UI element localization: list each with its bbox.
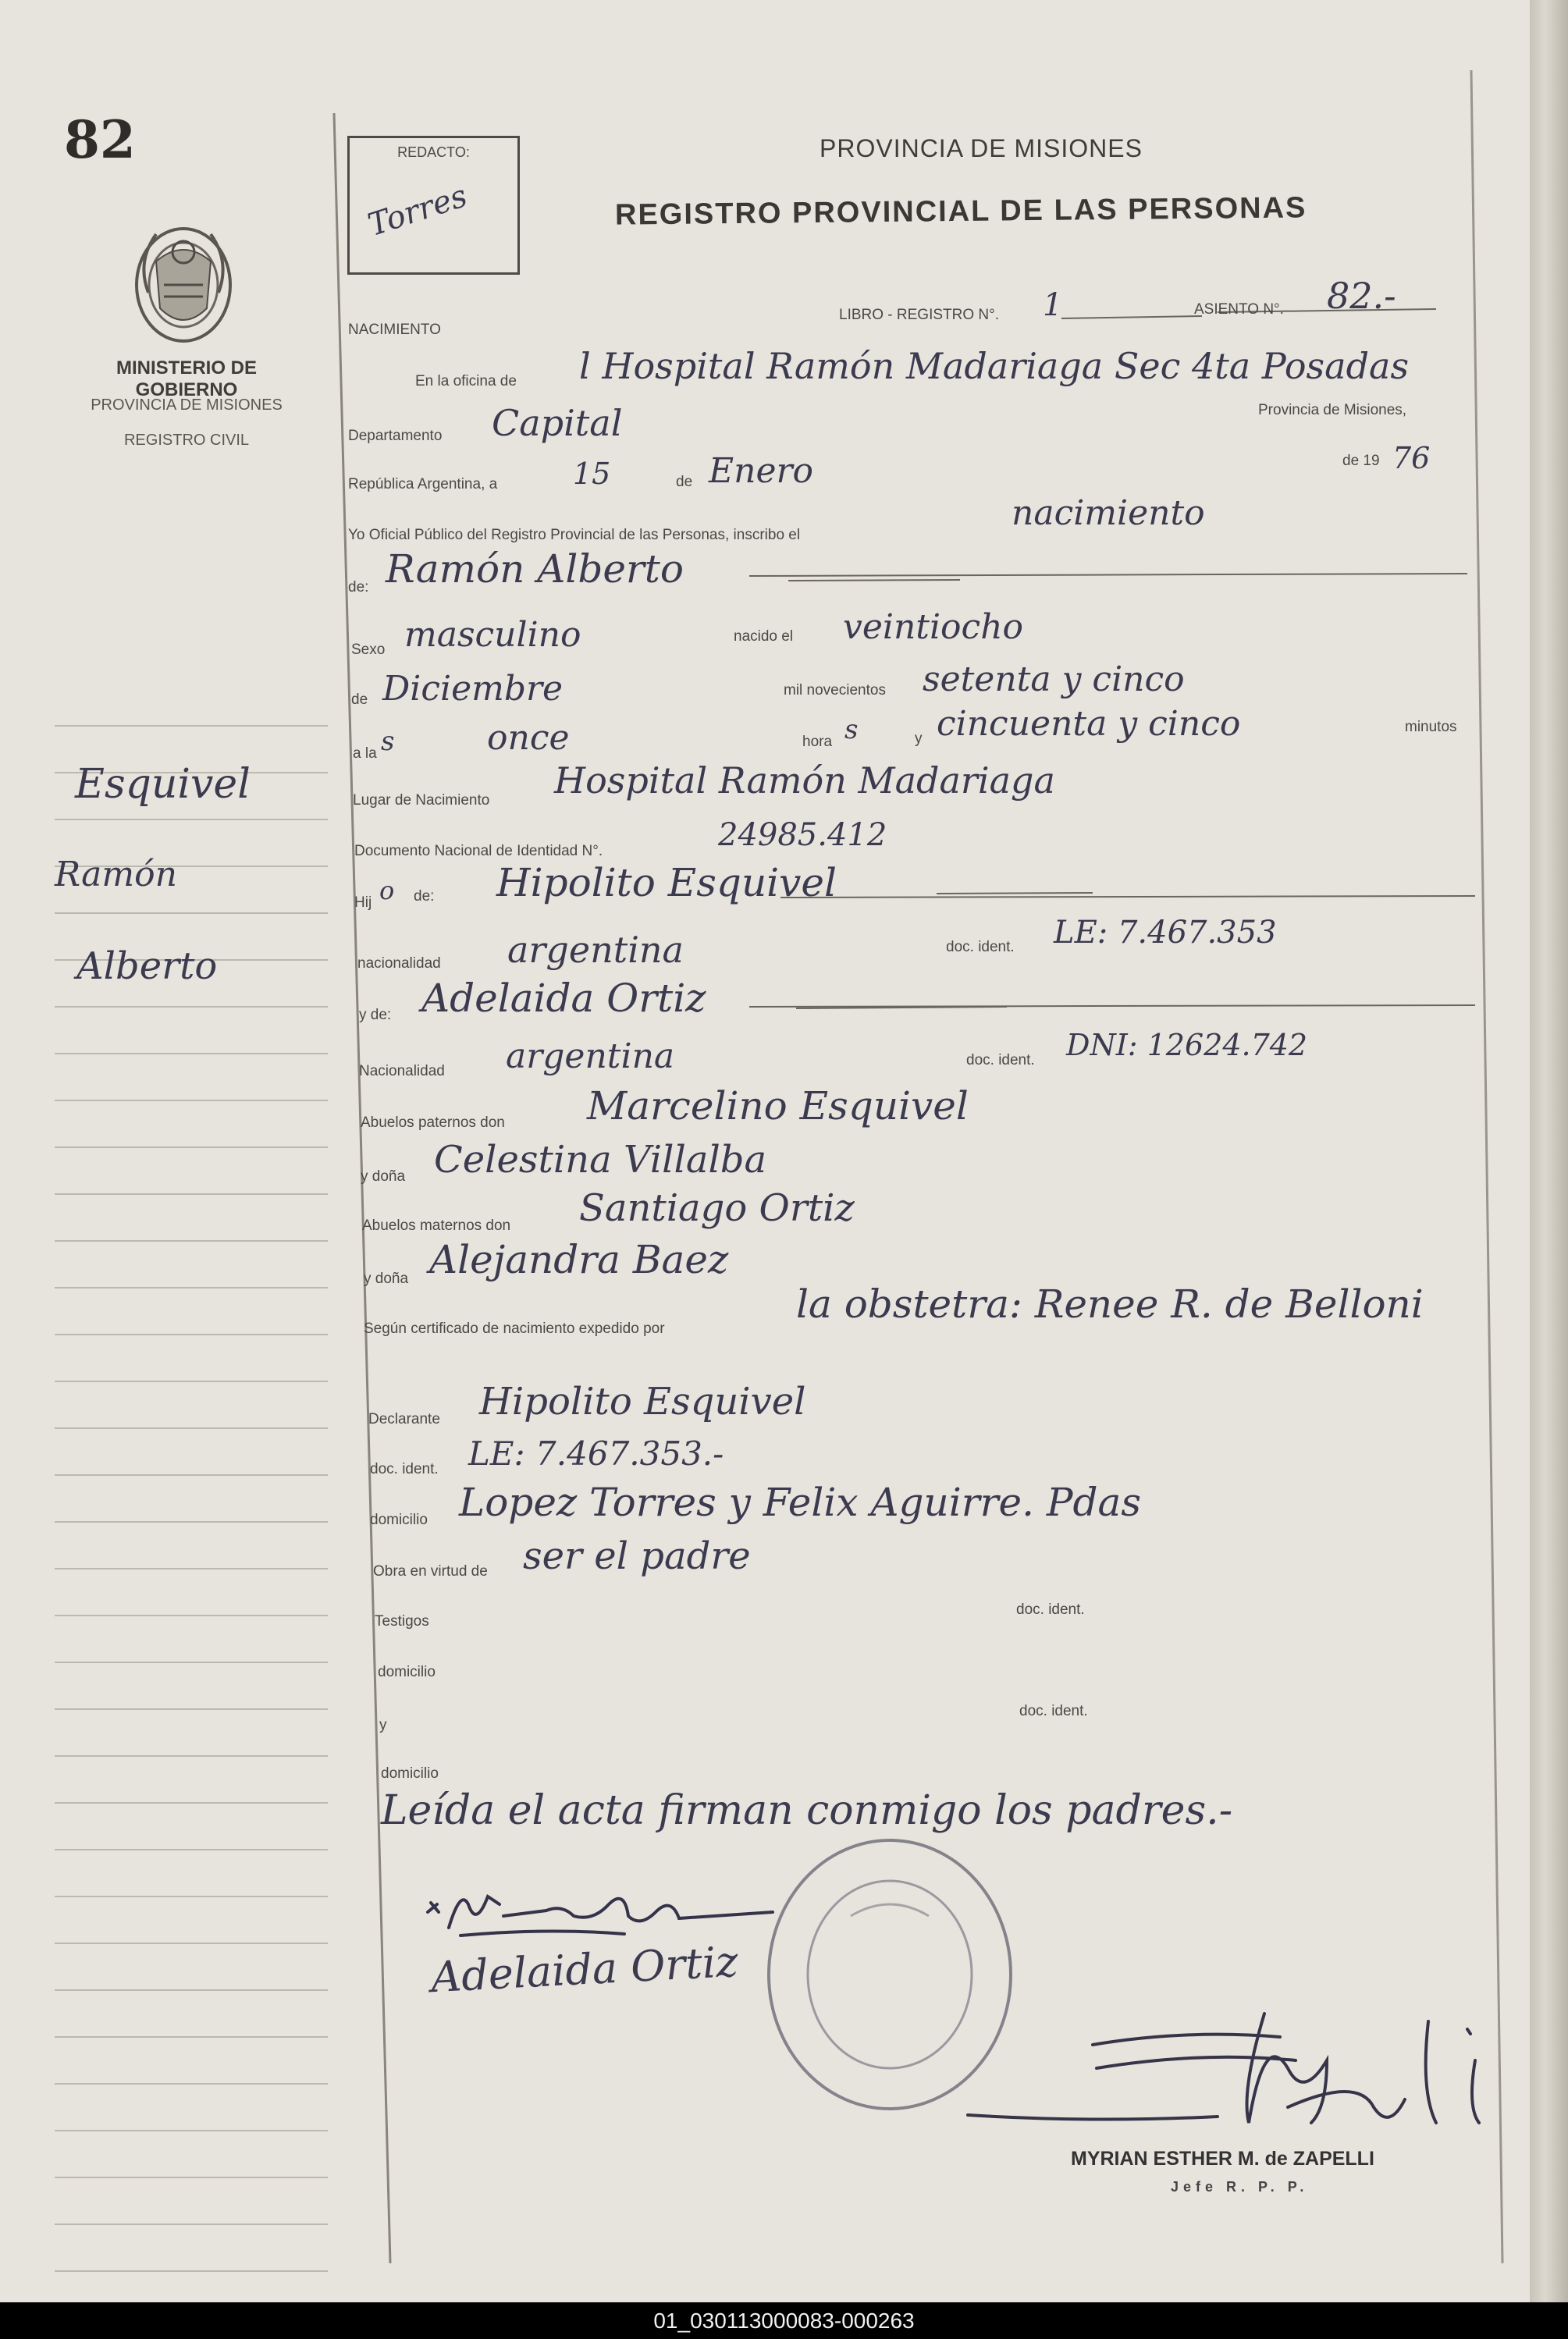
hijo-de-label: de: <box>414 888 435 905</box>
nacionalidad2-value: argentina <box>506 1036 675 1076</box>
domicilio3-label: domicilio <box>381 1765 439 1782</box>
redacto-value: Torres <box>364 178 472 243</box>
asiento-value: 82.- <box>1327 275 1396 317</box>
republica-label: República Argentina, a <box>348 476 498 492</box>
padre-value: Hipolito Esquivel <box>496 860 837 905</box>
y3-label: y <box>379 1717 387 1733</box>
obra-label: Obra en virtud de <box>373 1563 488 1580</box>
certificado-label: Según certificado de nacimiento expedido por <box>364 1321 665 1337</box>
departamento-value: Capital <box>492 402 623 444</box>
abuela-mat-value: Alejandra Baez <box>429 1237 729 1282</box>
provincia-label: Provincia de Misiones, <box>1258 402 1407 418</box>
abuela-pat-value: Celestina Villalba <box>434 1138 767 1182</box>
a-la-value: s <box>381 726 395 757</box>
redacto-label: REDACTO: <box>397 144 470 160</box>
minutos-value: cincuenta y cinco <box>937 704 1241 744</box>
oficial-text: Yo Oficial Público del Registro Provincial de las Personas, inscribo el <box>348 527 801 543</box>
y-de-label: y de: <box>359 1007 392 1023</box>
docident1-label: doc. ident. <box>946 939 1015 955</box>
hijo-suffix: o <box>379 876 395 905</box>
ministry-registry: REGISTRO CIVIL <box>123 432 250 449</box>
ministry-province: PROVINCIA DE MISIONES <box>91 396 283 414</box>
asiento-label: ASIENTO N°. <box>1194 301 1284 318</box>
oficina-label: En la oficina de <box>415 373 517 389</box>
de-label: de <box>676 474 693 490</box>
y-dona1-label: y doña <box>361 1168 406 1185</box>
docident2-value: DNI: 12624.742 <box>1066 1028 1308 1062</box>
margin-note-surname: Esquivel <box>75 761 251 808</box>
closing-statement: Leída el acta firman conmigo los padres.- <box>381 1787 1233 1834</box>
nombre-value: Ramón Alberto <box>386 546 684 592</box>
domicilio2-label: domicilio <box>378 1664 436 1680</box>
mes-nac-value: Diciembre <box>382 669 564 709</box>
docident2-label: doc. ident. <box>966 1052 1035 1068</box>
page-number: 82 <box>64 109 136 170</box>
province-title: PROVINCIA DE MISIONES <box>820 134 1143 162</box>
registry-title: REGISTRO PROVINCIAL DE LAS PERSONAS <box>614 191 1307 232</box>
nacido-label: nacido el <box>734 628 794 645</box>
declarante-label: Declarante <box>368 1411 440 1427</box>
lugar-value: Hospital Ramón Madariaga <box>554 759 1055 802</box>
lugar-label: Lugar de Nacimiento <box>353 792 490 809</box>
libro-value: 1 <box>1043 287 1063 323</box>
docident5-label: doc. ident. <box>1019 1703 1088 1719</box>
libro-label: LIBRO - REGISTRO N°. <box>839 307 1000 323</box>
oficina-value: l Hospital Ramón Madariaga Sec 4ta Posadas <box>579 345 1410 387</box>
nacionalidad2-label: Nacionalidad <box>359 1063 445 1079</box>
nacido-value: veintiocho <box>843 607 1024 647</box>
nacionalidad1-value: argentina <box>507 929 684 971</box>
ministry-name: MINISTERIO DE GOBIERNO <box>116 357 257 400</box>
docident4-label: doc. ident. <box>1016 1601 1085 1618</box>
abuelo-mat-value: Santiago Ortiz <box>579 1186 855 1230</box>
sexo-value: masculino <box>404 615 581 655</box>
section-label: NACIMIENTO <box>348 322 441 338</box>
mother-signature: Adelaida Ortiz <box>429 1936 740 2003</box>
anio-value: 76 <box>1392 441 1431 475</box>
madre-value: Adelaida Ortiz <box>421 976 706 1021</box>
oficial-value: nacimiento <box>1012 493 1205 533</box>
declarante-value: Hipolito Esquivel <box>479 1380 806 1424</box>
mil-label: mil novecientos <box>784 682 886 699</box>
a-la-label: a la <box>353 745 377 762</box>
abuelo-pat-value: Marcelino Esquivel <box>587 1083 969 1129</box>
docident1-value: LE: 7.467.353 <box>1054 915 1277 951</box>
hijo-label: Hij <box>354 894 372 911</box>
nacionalidad1-label: nacionalidad <box>357 955 441 972</box>
y-label: y <box>915 730 923 747</box>
obra-value: ser el padre <box>523 1534 751 1578</box>
anio-nac-value: setenta y cinco <box>923 659 1185 699</box>
officer-stamp-name: MYRIAN ESTHER M. de ZAPELLI <box>1071 2148 1374 2170</box>
mes-value: Enero <box>709 451 814 491</box>
abuelos-pat-label: Abuelos paternos don <box>361 1114 505 1131</box>
sexo-label: Sexo <box>351 642 386 658</box>
testigos-label: Testigos <box>375 1613 429 1630</box>
dia-value: 15 <box>573 457 611 491</box>
hora-suffix: s <box>844 714 859 745</box>
y-dona2-label: y doña <box>364 1271 409 1287</box>
docident3-label: doc. ident. <box>370 1461 439 1477</box>
certificado-value: la obstetra: Renee R. de Belloni <box>796 1281 1424 1327</box>
hora-label: hora <box>802 734 833 750</box>
margin-note-first-name: Ramón <box>55 855 177 894</box>
nombre-label: de: <box>348 579 369 595</box>
abuelos-mat-label: Abuelos maternos don <box>362 1217 511 1234</box>
file-id-footer: 01_030113000083-000263 <box>0 2302 1568 2339</box>
departamento-label: Departamento <box>348 428 443 444</box>
minutos-label: minutos <box>1405 719 1457 735</box>
margin-note-middle-name: Alberto <box>76 944 218 988</box>
dni-label: Documento Nacional de Identidad N°. <box>354 843 603 859</box>
docident3-value: LE: 7.467.353.- <box>468 1434 724 1473</box>
de2-label: de <box>351 691 368 708</box>
anio-label: de 19 <box>1342 453 1380 469</box>
dni-value: 24985.412 <box>718 817 887 853</box>
domicilio1-value: Lopez Torres y Felix Aguirre. Pdas <box>459 1480 1142 1525</box>
domicilio1-label: domicilio <box>370 1512 428 1528</box>
hora-num-value: once <box>487 718 570 758</box>
officer-stamp-title: Jefe R. P. P. <box>1171 2179 1309 2195</box>
